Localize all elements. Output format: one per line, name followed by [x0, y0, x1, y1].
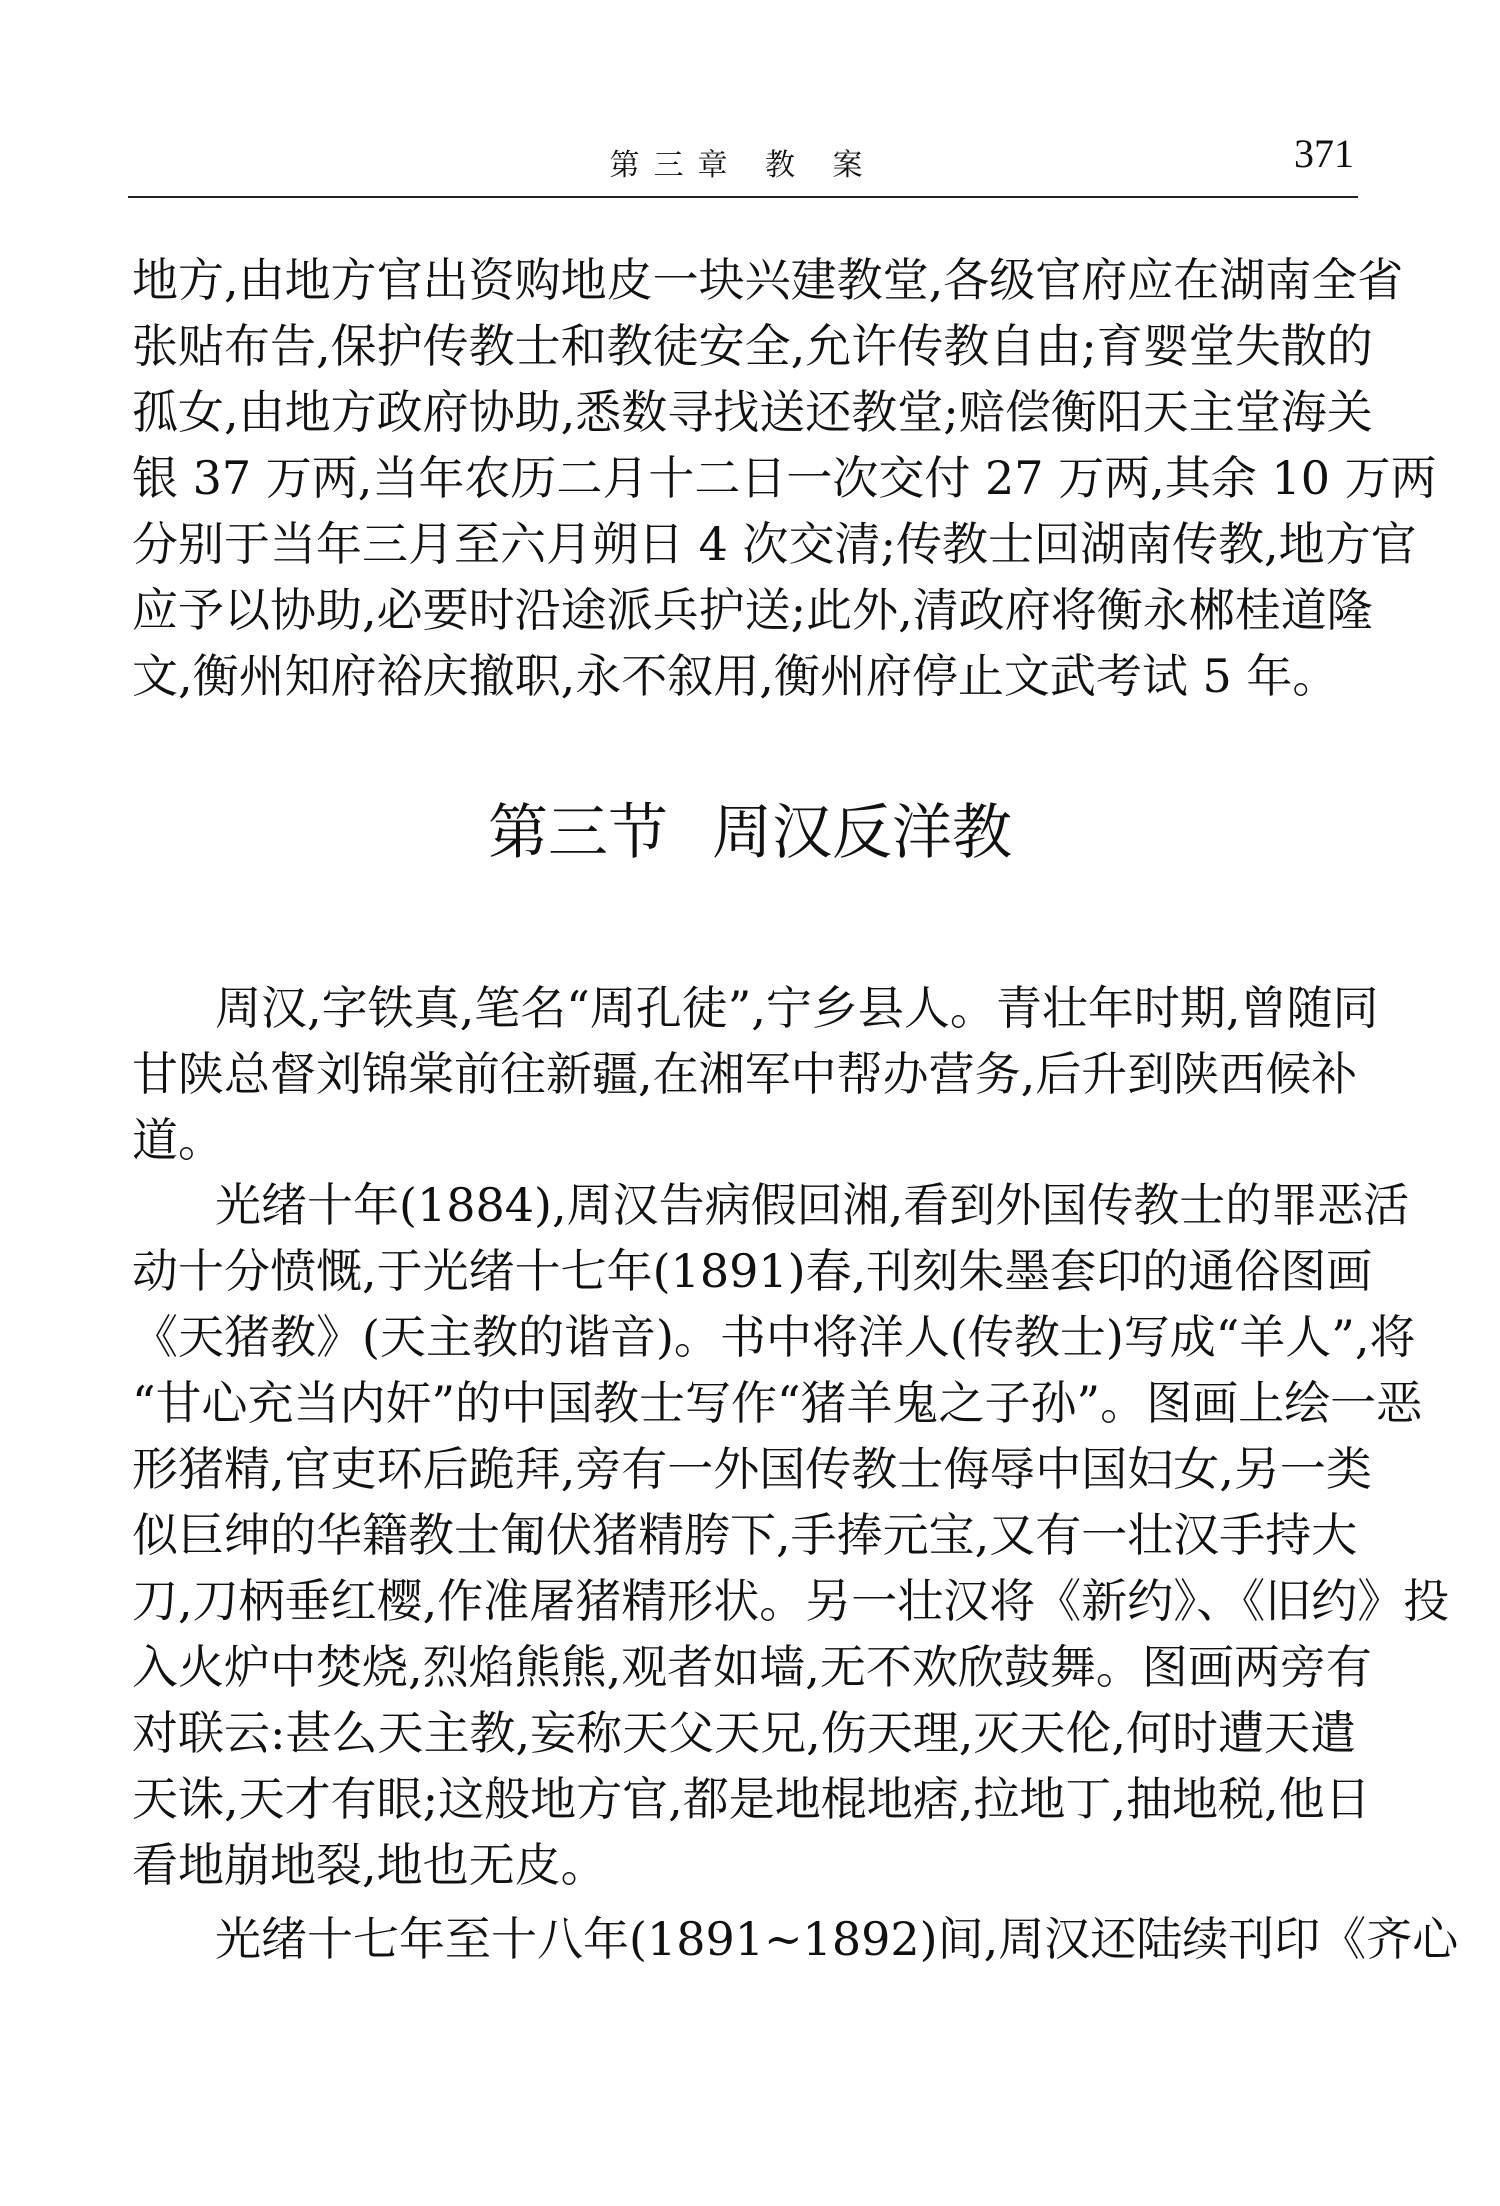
page-header	[132, 130, 1354, 190]
text-line: 文,衡州知府裕庆撤职,永不叙用,衡州府停止文武考试 5 年。	[132, 649, 1339, 703]
text-line: “甘心充当内奸”的中国教士写作“猪羊鬼之子孙”。图画上绘一恶	[132, 1376, 1423, 1430]
text-line: 似巨绅的华籍教士匍伏猪精胯下,手捧元宝,又有一壮汉手持大	[132, 1508, 1358, 1562]
running-title: 第三章 教 案	[609, 148, 877, 183]
text-line: 道。	[132, 1113, 224, 1167]
text-line: 动十分愤慨,于光绪十七年(1891)春,刊刻朱墨套印的通俗图画	[132, 1244, 1373, 1298]
section-heading	[0, 795, 1500, 871]
text-line: 银 37 万两,当年农历二月十二日一次交付 27 万两,其余 10 万两	[132, 451, 1437, 505]
text-line: 周汉,字铁真,笔名“周孔徒”,宁乡县人。青壮年时期,曾随同	[215, 981, 1379, 1035]
text-line: 刀,刀柄垂红樱,作准屠猪精形状。另一壮汉将《新约》、《旧约》投	[132, 1574, 1450, 1628]
text-line: 张贴布告,保护传教士和教徒安全,允许传教自由;育婴堂失散的	[132, 319, 1373, 373]
page-number: 371	[1294, 131, 1354, 176]
text-line: 分别于当年三月至六月朔日 4 次交清;传教士回湖南传教,地方官	[132, 517, 1417, 571]
text-line: 入火炉中焚烧,烈焰熊熊,观者如墙,无不欢欣鼓舞。图画两旁有	[132, 1640, 1372, 1694]
section-title: 周汉反洋教	[712, 798, 1012, 868]
text-line: 光绪十年(1884),周汉告病假回湘,看到外国传教士的罪恶活	[215, 1178, 1410, 1232]
section-number: 第三节	[488, 798, 668, 868]
text-line: 甘陕总督刘锦棠前往新疆,在湘军中帮办营务,后升到陕西候补	[132, 1047, 1358, 1101]
text-line: 《天猪教》(天主教的谐音)。书中将洋人(传教士)写成“羊人”,将	[132, 1310, 1416, 1364]
text-line: 天诛,天才有眼;这般地方官,都是地棍地痞,拉地丁,抽地税,他日	[132, 1772, 1371, 1826]
text-line: 地方,由地方官出资购地皮一块兴建教堂,各级官府应在湖南全省	[132, 253, 1404, 307]
text-line: 孤女,由地方政府协助,悉数寻找送还教堂;赔偿衡阳天主堂海关	[132, 385, 1373, 439]
text-line: 对联云:甚么天主教,妄称天父天兄,伤天理,灭天伦,何时遭天遣	[132, 1706, 1356, 1760]
text-line: 应予以协助,必要时沿途派兵护送;此外,清政府将衡永郴桂道隆	[132, 583, 1373, 637]
text-line: 形猪精,官吏环后跪拜,旁有一外国传教士侮辱中国妇女,另一类	[132, 1442, 1372, 1496]
text-line: 光绪十七年至十八年(1891~1892)间,周汉还陆续刊印《齐心	[215, 1912, 1459, 1966]
text-line: 看地崩地裂,地也无皮。	[132, 1838, 607, 1892]
header-rule	[128, 196, 1358, 198]
